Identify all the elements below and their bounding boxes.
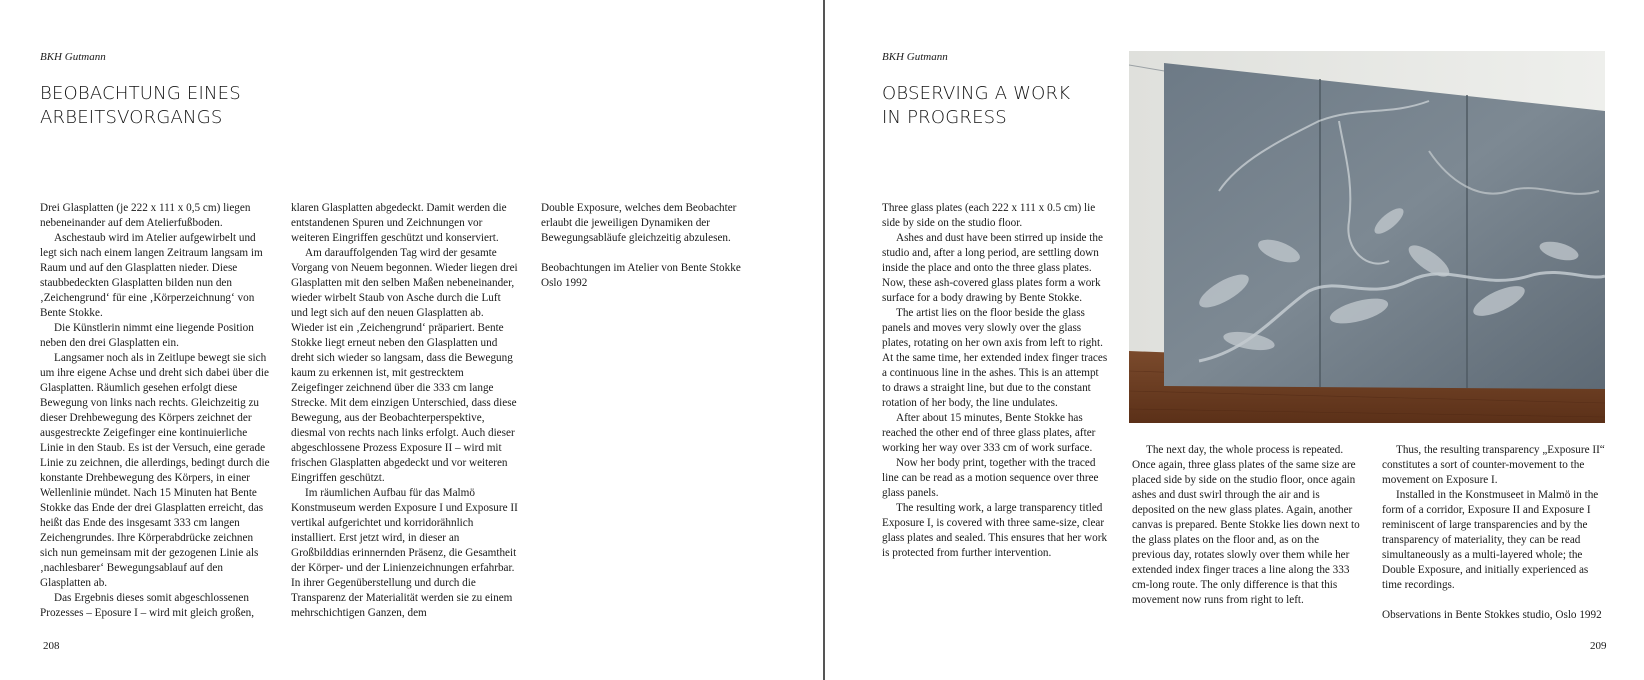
- paragraph: Langsamer noch als in Zeitlupe bewegt sie sich um ihre eigene Achse und dreht sich dabei über die Glasplatten. Räumlich gesehen erfolgt diese Bewegung von links nach rechts. Gleichzeitig zu dieser Drehbewegung des Körpers zeichnet der ausgestreckte Zeigefinger eine kontinuierliche Linie in den Staub. Es ist der Versuch, eine gerade Linie zu zeichnen, die allerdings, bedingt durch die konstante Drehbewegung des Körpers, in einer Wellenlinie mündet. Nach 15 Minuten hat Bente Stokke das Ende der drei Glasplatten erreicht, das heißt das Ende des insgesamt 333 cm langen Zeichengrundes. Ihre Körperabdrücke zeichnen sich nun gemeinsam mit der gezogenen Linie als ‚nachlesbarer‘ Bewegungsablauf auf den Glasplatten ab.: [40, 352, 270, 589]
- paragraph: Thus, the resulting transparency „Exposure II“ constitutes a sort of counter-movement to the movement on Exposure I.: [1382, 444, 1605, 486]
- title-line: ARBEITSVORGANGS: [40, 107, 223, 128]
- paragraph: Am darauffolgenden Tag wird der gesamte Vorgang von Neuem begonnen. Wieder liegen drei Glasplatten mit den selben Maßen nebeneinander, wieder wirbelt Staub von Asche durch die Luft und legt sich auf den neuen Glasplatten ab. Wieder ist ein ‚Zeichengrund‘ präpariert. Bente Stokke liegt erneut neben den Glasplatten und dreht sich wieder so langsam, dass die Bewegung kaum zu erkennen ist, mit gestrecktem Zeigefinger zeichnend über die 333 cm lange Strecke. Mit dem einzigen Unterschied, dass diese Bewegung, aus der Beobachterperspektive, diesmal von rechts nach links erfolgt. Auch dieser abgeschlossene Prozess Exposure II – wird mit frischen Glasplatten abgedeckt und vor weiteren Eingriffen geschützt.: [291, 247, 518, 484]
- page-number: 208: [43, 640, 60, 652]
- paragraph: Im räumlichen Aufbau für das Malmö Konstmuseum werden Exposure I und Exposure II vertikal aufgerichtet und korridorähnlich installiert. Erst jetzt wird, in dieser an Großbilddias erinnernden Präsenz, die Gesamtheit der Körper- und der Linienzeichnungen erfahrbar. In ihrer Gegenüberstellung und durch die Transparenz der Materialität werden sie zu einem mehrschichtigen Ganzen, dem: [291, 487, 518, 619]
- paragraph: Installed in the Konstmuseet in Malmö in the form of a corridor, Exposure II and Exposure I reminiscent of large transparencies and by the transparency of materiality, they can be read simultaneously as a multi-layered whole; the Double Exposure, and initially experienced as time recordings.: [1382, 489, 1599, 591]
- paragraph: The resulting work, a large transparency titled Exposure I, is covered with three same-size, clear glass plates and sealed. This ensures that her work is protected from further intervention.: [882, 502, 1108, 559]
- title-line: BEOBACHTUNG EINES: [40, 83, 241, 104]
- text-column-3: [541, 201, 761, 291]
- author-name: BKH Gutmann: [40, 51, 106, 63]
- observation-credit: Beobachtungen im Atelier von Bente Stokke Oslo 1992: [541, 262, 741, 289]
- page-title: [40, 82, 241, 130]
- paragraph: Drei Glasplatten (je 222 x 111 x 0,5 cm) liegen nebeneinander auf dem Atelierfußboden.: [40, 202, 251, 229]
- text-column-3: [1382, 443, 1608, 623]
- page-title: [882, 82, 1070, 130]
- paragraph: Three glass plates (each 222 x 111 x 0.5 cm) lie side by side on the studio floor.: [882, 202, 1096, 229]
- paragraph: klaren Glasplatten abgedeckt. Damit werden die entstandenen Spuren und Zeichnungen vor weiteren Eingriffen geschützt und konserviert.: [291, 202, 507, 244]
- paragraph: After about 15 minutes, Bente Stokke has reached the other end of three glass plates, after working her way over 333 cm of work surface.: [882, 412, 1096, 454]
- page-number: 209: [1590, 640, 1607, 652]
- paragraph: The next day, the whole process is repeated. Once again, three glass plates of the same size are placed side by side on the studio floor, once again ashes and dust swirl through the air and is deposited on the new glass plates. Again, another canvas is prepared. Bente Stokke lies down next to the glass plates on the floor and, as on the previous day, rotates slowly over them while her extended index finger traces a line along the 333 cm-long route. The only difference is that this movement now runs from right to left.: [1132, 444, 1360, 606]
- paragraph: Double Exposure, welches dem Beobachter erlaubt die jeweiligen Dynamiken der Bewegungsabläufe gleichzeitig abzulesen.: [541, 202, 737, 244]
- paragraph: Die Künstlerin nimmt eine liegende Position neben den drei Glasplatten ein.: [40, 322, 254, 349]
- observation-credit: Observations in Bente Stokkes studio, Oslo 1992: [1382, 609, 1602, 621]
- spine-divider: [823, 0, 825, 680]
- paragraph: Now her body print, together with the traced line can be read as a motion sequence over three glass panels.: [882, 457, 1099, 499]
- title-line: IN PROGRESS: [882, 107, 1007, 128]
- paragraph: Ashes and dust have been stirred up inside the studio and, after a long period, are settling down inside the place and onto the three glass plates. Now, these ash-covered glass plates form a work surface for a body drawing by Bente Stokke.: [882, 232, 1103, 304]
- text-column-2: [1132, 443, 1360, 608]
- text-column-2: [291, 201, 518, 621]
- paragraph: Das Ergebnis dieses somit abgeschlossenen Prozesses – Eposure I – wird mit gleich großen,: [40, 592, 255, 619]
- text-column-1: [882, 201, 1110, 561]
- installation-photo: [1129, 51, 1605, 423]
- paragraph: Aschestaub wird im Atelier aufgewirbelt und legt sich nach einem langen Zeitraum langsam im Raum und auf den Glasplatten nieder. Diese staubbedeckten Glasplatten bilden nun den ‚Zeichengrund‘ für eine ‚Körperzeichnung‘ von Bente Stokke.: [40, 232, 263, 319]
- paragraph: The artist lies on the floor beside the glass panels and moves very slowly over the glass plates, rotating on her own axis from left to right. At the same time, her extended index finger traces a continuous line in the ashes. This is an attempt to draws a straight line, but due to the constant rotation of her body, the line undulates.: [882, 307, 1108, 409]
- author-name: BKH Gutmann: [882, 51, 948, 63]
- title-line: OBSERVING A WORK: [882, 83, 1071, 104]
- text-column-1: [40, 201, 272, 621]
- photo-artwork: [1129, 51, 1605, 423]
